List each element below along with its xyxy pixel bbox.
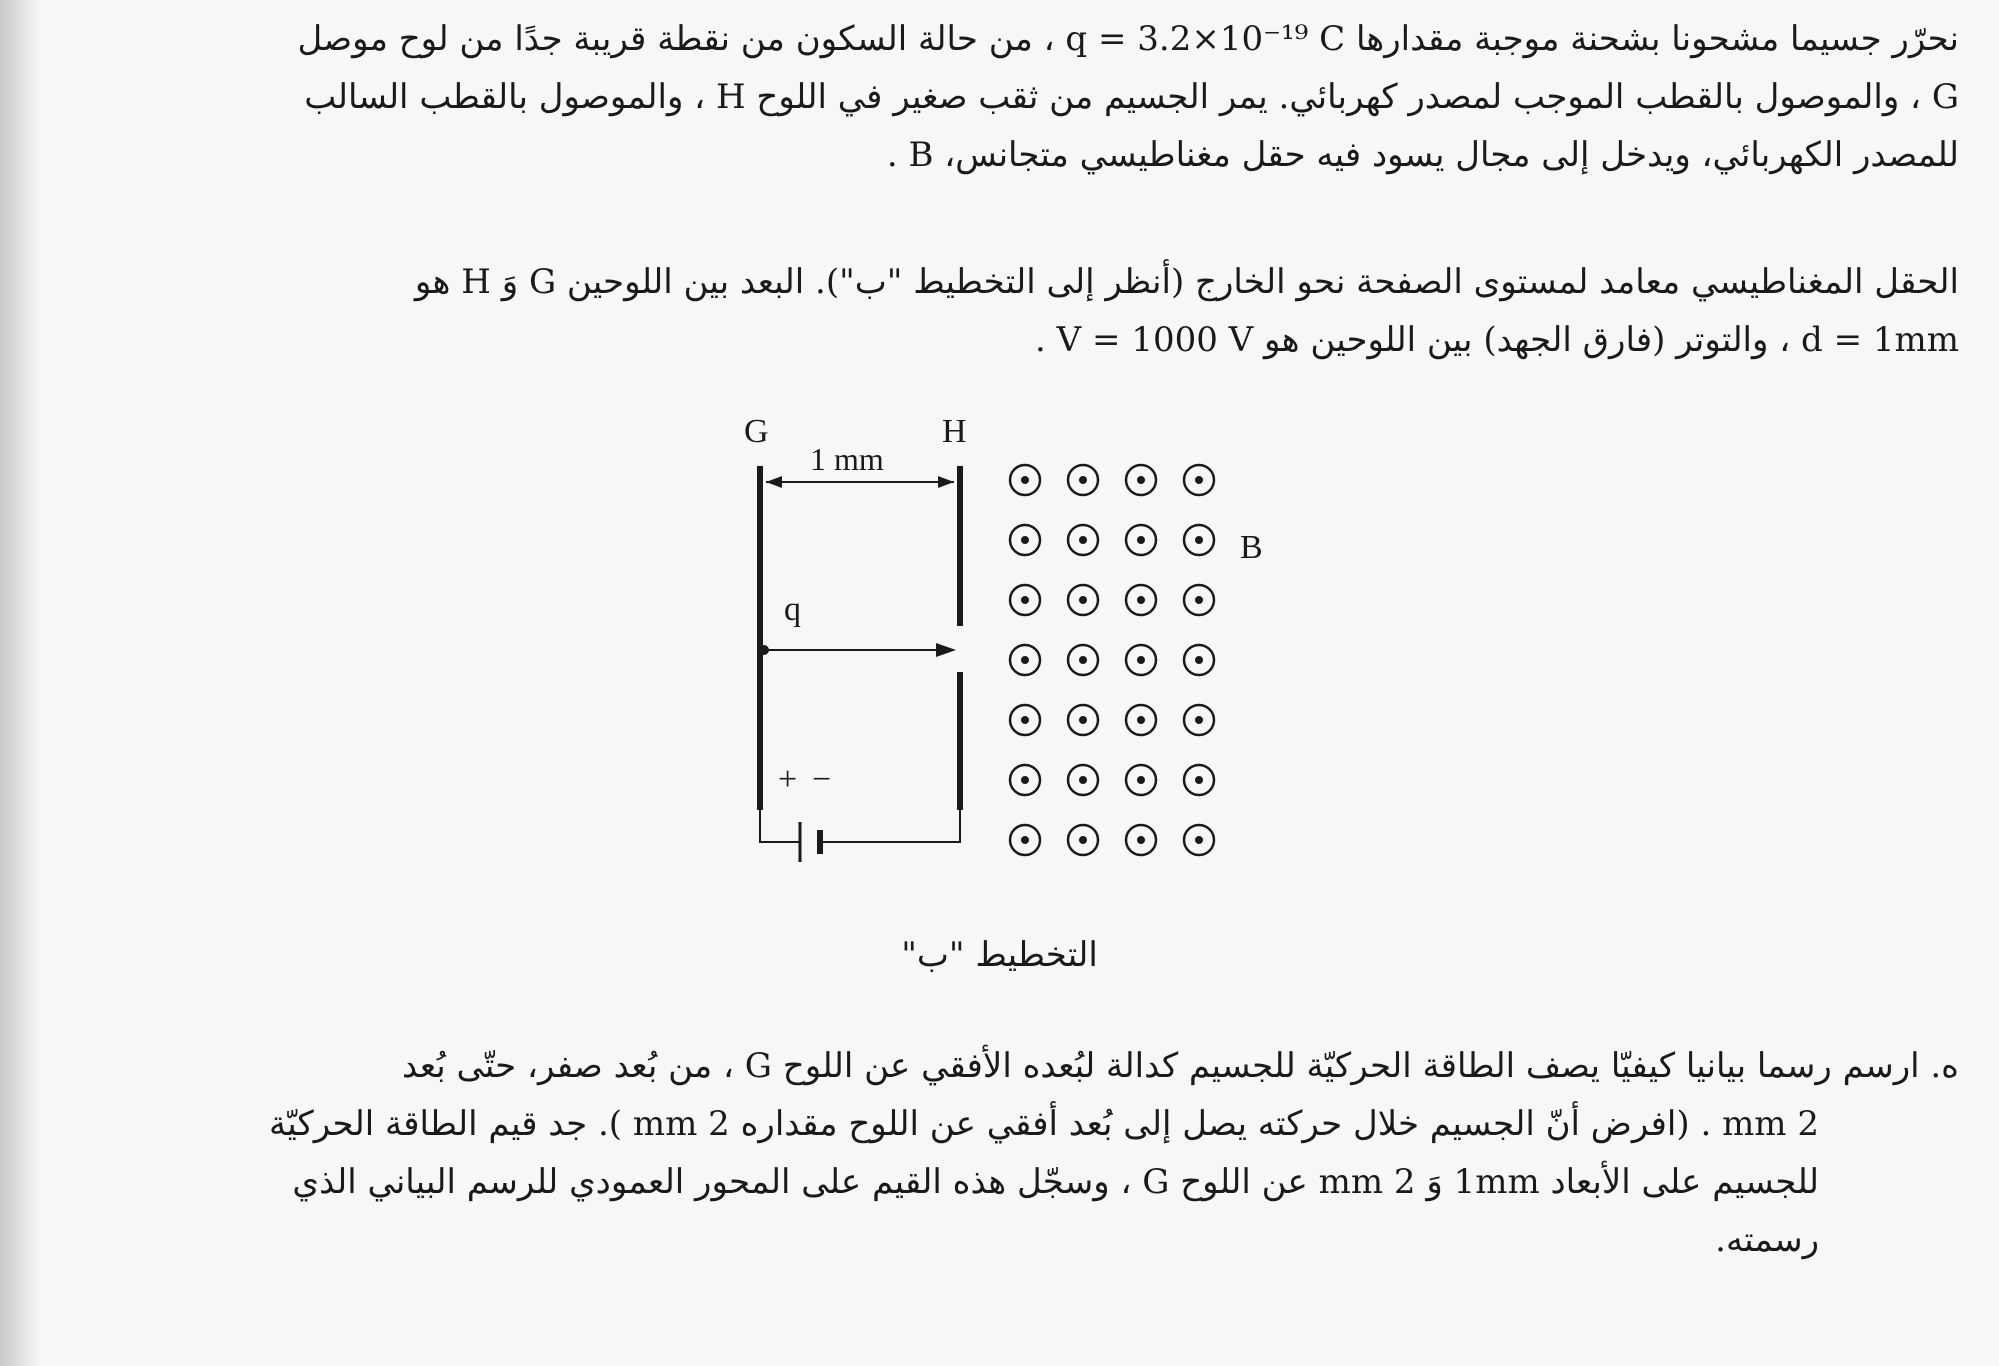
field-label: B <box>1240 529 1263 566</box>
plate-g-label: G <box>744 413 769 450</box>
field-row-1 <box>1010 465 1214 495</box>
diagram-caption: التخطيط "ب" <box>901 935 1098 975</box>
question-line-3: للجسيم على الأبعاد 1mm وَ 2 mm عن اللوح G ، وسجّل هذه القيم على المحور العمودي للرسم البياني الذي <box>292 1162 1819 1202</box>
circuit-wire-left <box>760 810 800 842</box>
circuit-wire-right <box>820 810 960 842</box>
question-line-4: رسمته. <box>1715 1220 1819 1260</box>
field-description-paragraph <box>40 253 1959 369</box>
intro-line-1: نحرّر جسيما مشحونا بشحنة موجبة مقدارها q = 3.2×10⁻¹⁹ C ، من حالة السكون من نقطة قريبة جدًا من لوح موصل <box>297 19 1959 59</box>
magnetic-field-grid <box>1010 465 1214 855</box>
question-line-1: ه. ارسم رسما بيانيا كيفيّا يصف الطاقة الحركيّة للجسيم كدالة لبُعده الأفقي عن اللوح G ، من بُعد صفر، حتّى بُعد <box>402 1046 1959 1086</box>
distance-arrowhead-left <box>766 476 782 488</box>
distance-label: 1 mm <box>810 441 884 477</box>
plate-h-label: H <box>942 413 967 450</box>
minus-sign: − <box>812 761 832 798</box>
field-row-7 <box>1010 825 1214 855</box>
field-line-1: الحقل المغناطيسي معامد لمستوى الصفحة نحو الخارج (أنظر إلى التخطيط "ب"). البعد بين اللوحين G وَ H هو <box>414 262 1959 302</box>
charge-path-arrowhead <box>936 643 956 657</box>
page-edge-shadow <box>0 0 40 1366</box>
magnetic-field-dots <box>1021 476 1203 844</box>
field-row-2 <box>1010 525 1214 555</box>
question-h-paragraph <box>40 1037 1959 1269</box>
charge-label: q <box>784 591 801 628</box>
field-row-3 <box>1010 585 1214 615</box>
plus-sign: + <box>778 761 798 798</box>
field-row-6 <box>1010 765 1214 795</box>
field-line-2: d = 1mm ، والتوتر (فارق الجهد) بين اللوحين هو V = 1000 V . <box>1035 320 1959 360</box>
problem-intro-paragraph <box>40 10 1959 184</box>
distance-arrowhead-right <box>938 476 954 488</box>
plates-field-diagram <box>720 410 1280 890</box>
intro-line-3: للمصدر الكهربائي، ويدخل إلى مجال يسود فيه حقل مغناطيسي متجانس، B . <box>886 135 1959 175</box>
field-row-5 <box>1010 705 1214 735</box>
field-row-4 <box>1010 645 1214 675</box>
intro-line-2: G ، والموصول بالقطب الموجب لمصدر كهربائي. يمر الجسيم من ثقب صغير في اللوح H ، والموصول بالقطب السالب <box>304 77 1959 117</box>
question-line-2: 2 mm . (افرض أنّ الجسيم خلال حركته يصل إلى بُعد أفقي عن اللوح مقداره 2 mm ). جد قيم الطاقة الحركيّة <box>269 1104 1819 1144</box>
